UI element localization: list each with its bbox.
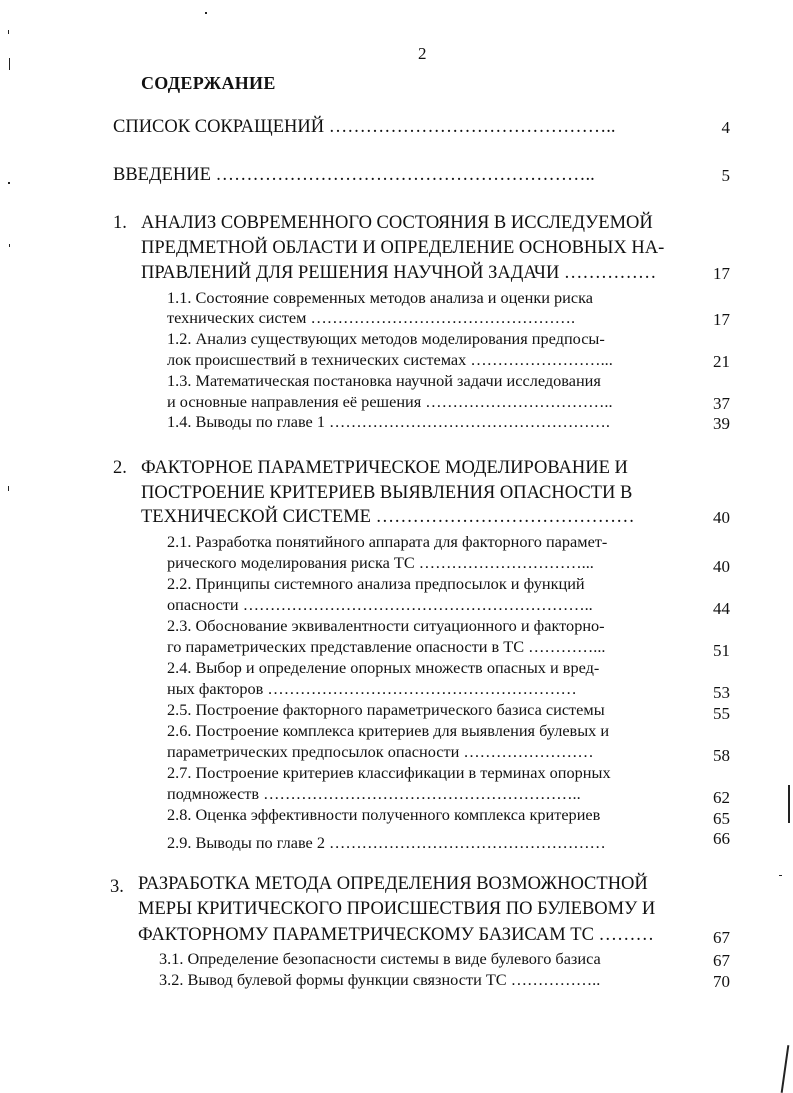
section-line: подмножеств ………………………………………………….. [167,784,581,803]
section-line: 2.3. Обоснование эквивалентности ситуационного и факторно- [167,616,605,635]
chapter-title-line: ФАКТОРНОЕ ПАРАМЕТРИЧЕСКОЕ МОДЕЛИРОВАНИЕ И [141,458,628,478]
scan-mark [9,244,10,247]
section-line: параметрических предпосылок опасности …………………… [167,742,594,761]
chapter-title-line: МЕРЫ КРИТИЧЕСКОГО ПРОИСШЕСТВИЯ ПО БУЛЕВОМУ И [138,899,656,919]
section-page: 62 [713,788,730,807]
section-line: 2.2. Принципы системного анализа предпосылок и функций [167,574,585,593]
section-line: лок происшествий в технических системах ……………………... [167,350,613,369]
chapter-title-line: АНАЛИЗ СОВРЕМЕННОГО СОСТОЯНИЯ В ИССЛЕДУЕМОЙ [141,213,653,233]
toc-entry-abbreviations: СПИСОК СОКРАЩЕНИЙ ……………………………………….. [113,117,616,137]
section-page: 21 [713,352,730,371]
section-line: 2.4. Выбор и определение опорных множеств опасных и вред- [167,658,600,677]
section-page: 65 [713,809,730,828]
scan-mark [779,875,782,876]
scan-mark [781,1045,790,1093]
section-page: 39 [713,414,730,433]
toc-entry-introduction: ВВЕДЕНИЕ …………………………………………………….. [113,165,595,185]
chapter-number: 3. [110,877,124,897]
section-line: ных факторов ………………………………………………… [167,679,577,698]
chapter-title-line: ТЕХНИЧЕСКОЙ СИСТЕМЕ …………………………………… [141,507,635,527]
scan-mark [9,58,10,70]
section-page: 70 [713,972,730,991]
section-line: 1.3. Математическая постановка научной задачи исследования [167,371,601,390]
section-line: опасности ……………………………………………………….. [167,595,593,614]
scan-mark [8,486,9,491]
section-line: 3.2. Вывод булевой формы функции связности ТС …………….. [159,970,601,989]
section-line: 2.9. Выводы по главе 2 …………………………………………… [167,833,606,852]
scan-mark [788,785,790,823]
chapter-title-line: ПРЕДМЕТНОЙ ОБЛАСТИ И ОПРЕДЕЛЕНИЕ ОСНОВНЫХ НА- [141,238,665,258]
section-page: 37 [713,394,730,413]
section-line: технических систем …………………………………………. [167,308,576,327]
scan-mark [8,30,9,34]
section-line: 1.1. Состояние современных методов анализа и оценки риска [167,288,593,307]
section-line: 1.4. Выводы по главе 1 ……………………………………………. [167,412,610,431]
section-page: 17 [713,310,730,329]
chapter-page: 17 [713,264,730,283]
chapter-title-line: ФАКТОРНОМУ ПАРАМЕТРИЧЕСКОМУ БАЗИСАМ ТС ……… [138,925,655,945]
section-page: 67 [713,951,730,970]
chapter-title-line: РАЗРАБОТКА МЕТОДА ОПРЕДЕЛЕНИЯ ВОЗМОЖНОСТНОЙ [138,874,648,894]
section-page: 44 [713,599,730,618]
section-line: 1.2. Анализ существующих методов моделирования предпосы- [167,329,605,348]
section-page: 66 [713,829,730,848]
section-page: 51 [713,641,730,660]
section-line: 2.7. Построение критериев классификации в терминах опорных [167,763,611,782]
section-line: 2.8. Оценка эффективности полученного комплекса критериев [167,805,601,824]
toc-page-introduction: 5 [721,166,730,185]
section-line: 2.6. Построение комплекса критериев для выявления булевых и [167,721,610,740]
section-page: 53 [713,683,730,702]
section-line: рического моделирования риска ТС …………………………... [167,553,594,572]
section-line: и основные направления её решения …………………………….. [167,392,613,411]
section-line: 2.5. Построение факторного параметрического базиса системы [167,700,605,719]
scan-mark [8,182,10,184]
page-number: 2 [418,44,427,63]
toc-page-abbreviations: 4 [721,118,730,137]
chapter-page: 40 [713,508,730,527]
section-line: го параметрических представление опасности в ТС …………... [167,637,606,656]
chapter-number: 2. [113,458,127,478]
scan-mark [205,12,207,14]
chapter-page: 67 [713,928,730,947]
chapter-title-line: ПОСТРОЕНИЕ КРИТЕРИЕВ ВЫЯВЛЕНИЯ ОПАСНОСТИ В [141,483,633,503]
page-title: СОДЕРЖАНИЕ [141,73,276,93]
chapter-title-line: ПРАВЛЕНИЙ ДЛЯ РЕШЕНИЯ НАУЧНОЙ ЗАДАЧИ …………… [141,263,657,283]
section-line: 3.1. Определение безопасности системы в виде булевого базиса [159,949,601,968]
chapter-number: 1. [113,213,127,233]
section-page: 58 [713,746,730,765]
section-line: 2.1. Разработка понятийного аппарата для факторного парамет- [167,532,608,551]
section-page: 55 [713,704,730,723]
section-page: 40 [713,557,730,576]
